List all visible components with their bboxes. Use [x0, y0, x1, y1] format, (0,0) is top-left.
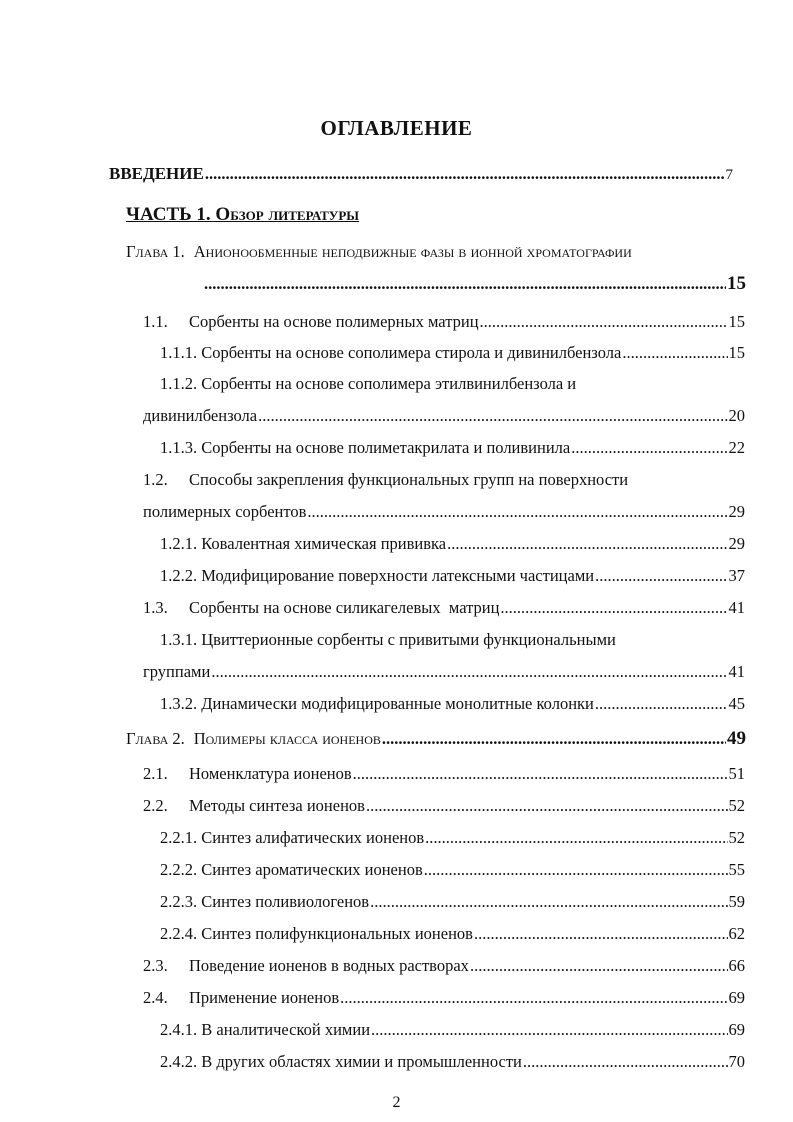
toc-leader-dots: [425, 827, 727, 849]
toc-leader-dots: [571, 437, 727, 459]
toc-entry-2-2-2[interactable]: [160, 859, 745, 881]
toc-chapter-2[interactable]: [126, 728, 746, 750]
toc-page-number: 29: [728, 534, 745, 553]
toc-entry-2-1[interactable]: [143, 763, 745, 785]
page-number-footer: 2: [392, 1094, 401, 1111]
toc-leader-dots: [523, 1051, 728, 1073]
chapter-title: Полимеры класса ионенов: [193, 729, 381, 748]
toc-entry-label: Применение ионенов: [189, 988, 340, 1007]
toc-leader-dots: [595, 565, 727, 587]
toc-leader-dots: [480, 311, 728, 333]
toc-entry-2-4-2[interactable]: [160, 1051, 745, 1073]
toc-leader-dots: [424, 859, 728, 881]
toc-entry-1-1-2-line2[interactable]: [143, 405, 745, 427]
toc-entry-label: 2.2.4. Синтез полифункциональных ионенов: [160, 924, 473, 943]
toc-page-number: 29: [728, 502, 745, 521]
toc-page-number: 15: [727, 273, 746, 294]
toc-entry-1-3-1-line1[interactable]: [160, 629, 616, 651]
toc-page-number: 41: [728, 598, 745, 617]
toc-entry-label: Сорбенты на основе силикагелевых матриц: [189, 598, 500, 617]
toc-page-number: 52: [728, 796, 745, 815]
toc-entry-1-2-2[interactable]: [160, 565, 745, 587]
toc-entry-label-continued: дивинилбензола: [143, 406, 258, 425]
section-number: 2.4.: [143, 988, 168, 1007]
toc-leader-dots: [340, 987, 727, 1009]
toc-page-number: 49: [727, 728, 746, 749]
toc-page-number: 22: [728, 438, 745, 457]
toc-leader-dots: [204, 273, 726, 295]
toc-chapter-1-page-line: [204, 273, 746, 295]
toc-page-number: 20: [728, 406, 745, 425]
toc-leader-dots: [370, 891, 727, 913]
toc-leader-dots: [474, 923, 728, 945]
toc-page-number: 62: [728, 924, 745, 943]
toc-leader-dots: [307, 501, 727, 523]
section-number: 1.2.: [143, 470, 168, 489]
chapter-number: Глава 2.: [126, 729, 185, 748]
section-number: 2.1.: [143, 764, 168, 783]
toc-entry-1-1-1[interactable]: [160, 342, 745, 364]
toc-entry-1-2-1[interactable]: [160, 533, 745, 555]
toc-entry-label: 1.1.2. Сорбенты на основе сополимера этилвинилбензола и: [160, 374, 577, 393]
toc-entry-label: 1.2.1. Ковалентная химическая прививка: [160, 534, 447, 553]
toc-chapter-1[interactable]: [126, 241, 632, 263]
toc-leader-dots: [470, 955, 728, 977]
toc-entry-label: 1.2.2. Модифицирование поверхности латексными частицами: [160, 566, 595, 585]
toc-page-number: 45: [728, 694, 745, 713]
toc-entry-2-2-3[interactable]: [160, 891, 745, 913]
toc-leader-dots: [447, 533, 727, 555]
section-number: 1.3.: [143, 598, 168, 617]
toc-page-number: 52: [728, 828, 745, 847]
toc-entry-1-3-1-line2[interactable]: [143, 661, 745, 683]
toc-entry-label: 2.2.3. Синтез поливиологенов: [160, 892, 370, 911]
toc-page-number: 41: [728, 662, 745, 681]
toc-entry-label: Способы закрепления функциональных групп на поверхности: [189, 470, 629, 489]
toc-entry-label: Поведение ионенов в водных растворах: [189, 956, 469, 975]
toc-leader-dots: [353, 763, 728, 785]
toc-entry-label: 1.1.3. Сорбенты на основе полиметакрилата и поливинила: [160, 438, 571, 457]
toc-entry-label: 2.4.1. В аналитической химии: [160, 1020, 371, 1039]
toc-entry-1-1-2-line1[interactable]: [160, 373, 576, 395]
toc-leader-dots: [258, 405, 727, 427]
toc-leader-dots: [382, 728, 726, 750]
chapter-title: Анионообменные неподвижные фазы в ионной хроматографии: [193, 242, 632, 261]
toc-entry-label: 2.2.1. Синтез алифатических ионенов: [160, 828, 425, 847]
toc-entry-1-1-3[interactable]: [160, 437, 745, 459]
toc-page-number: 15: [728, 343, 745, 362]
toc-page-number: 51: [728, 764, 745, 783]
section-number: 2.2.: [143, 796, 168, 815]
part-heading: ЧАСТЬ 1. Обзор литературы: [126, 204, 360, 225]
toc-entry-2-4[interactable]: [143, 987, 745, 1009]
toc-entry-2-2-1[interactable]: [160, 827, 745, 849]
toc-entry-2-4-1[interactable]: [160, 1019, 745, 1041]
toc-entry-label-continued: группами: [143, 662, 211, 681]
toc-page-number: 69: [728, 988, 745, 1007]
toc-entry-label: Сорбенты на основе полимерных матриц: [189, 312, 479, 331]
toc-entry-1-3[interactable]: [143, 597, 745, 619]
toc-entry-label: Номенклатура ионенов: [189, 764, 352, 783]
toc-entry-label: 2.4.2. В других областях химии и промышленности: [160, 1052, 522, 1071]
toc-leader-dots: [371, 1019, 727, 1041]
toc-entry-1-2-line1[interactable]: [143, 469, 628, 491]
toc-entry-2-2-4[interactable]: [160, 923, 745, 945]
toc-entry-1-1[interactable]: [143, 311, 745, 333]
toc-page-number: 70: [728, 1052, 745, 1071]
toc-entry-1-2-line2[interactable]: [143, 501, 745, 523]
toc-entry-label: 1.3.2. Динамически модифицированные монолитные колонки: [160, 694, 594, 713]
toc-entry-2-3[interactable]: [143, 955, 745, 977]
toc-page-number: 15: [728, 312, 745, 331]
toc-page-number: 69: [728, 1020, 745, 1039]
toc-entry-label: 1.3.1. Цвиттерионные сорбенты с привитыми функциональными: [160, 630, 616, 649]
toc-page-number: 66: [728, 956, 745, 975]
toc-page-number: 55: [728, 860, 745, 879]
toc-page-number: 7: [725, 167, 733, 183]
toc-entry-label: ВВЕДЕНИЕ: [109, 164, 204, 183]
toc-leader-dots: [205, 163, 725, 185]
toc-entry-label: 2.2.2. Синтез ароматических ионенов: [160, 860, 423, 879]
toc-entry-1-3-2[interactable]: [160, 693, 745, 715]
toc-leader-dots: [500, 597, 727, 619]
toc-leader-dots: [622, 342, 727, 364]
toc-entry-intro[interactable]: [109, 163, 733, 186]
chapter-number: Глава 1.: [126, 242, 185, 261]
toc-leader-dots: [366, 795, 728, 817]
toc-entry-label: Методы синтеза ионенов: [189, 796, 365, 815]
toc-leader-dots: [595, 693, 728, 715]
toc-page-number: 59: [728, 892, 745, 911]
section-number: 1.1.: [143, 312, 168, 331]
toc-entry-2-2[interactable]: [143, 795, 745, 817]
page-title: ОГЛАВЛЕНИЕ: [320, 116, 473, 140]
toc-page-number: 37: [728, 566, 745, 585]
section-number: 2.3.: [143, 956, 168, 975]
toc-entry-label: 1.1.1. Сорбенты на основе сополимера стирола и дивинилбензола: [160, 343, 622, 362]
toc-leader-dots: [211, 661, 727, 683]
toc-entry-label-continued: полимерных сорбентов: [143, 502, 307, 521]
